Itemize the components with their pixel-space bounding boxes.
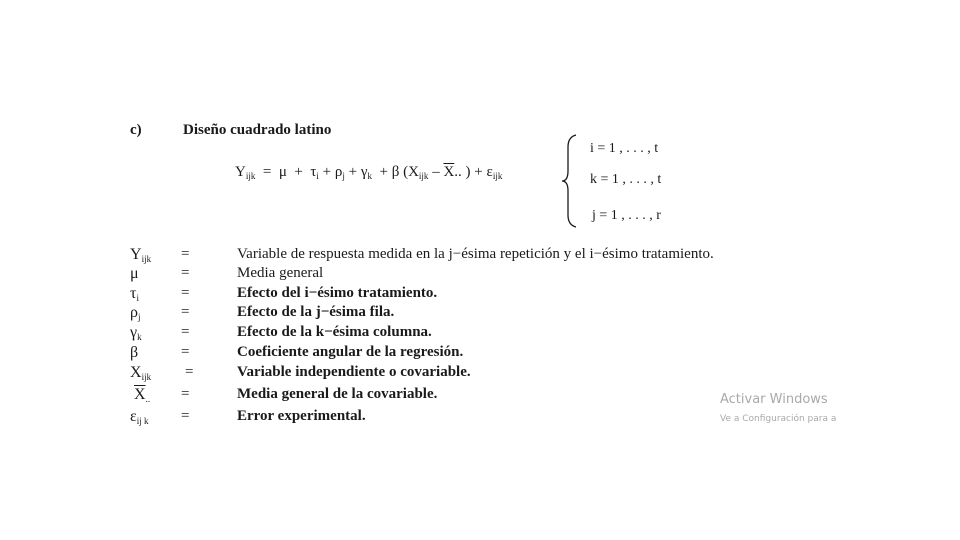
- condition-i: i = 1 , . . . , t: [590, 141, 659, 156]
- eq-plus-3: +: [348, 164, 358, 180]
- definition-symbol: [130, 304, 141, 322]
- definition-symbol-char: μ: [130, 265, 139, 282]
- definition-symbol-char: X: [130, 364, 142, 381]
- definition-symbol-sub: ij k: [136, 416, 149, 426]
- definition-text: Variable de respuesta medida en la j−ésima repetición y el i−ésimo tratamiento.: [237, 246, 714, 262]
- definition-text: Coeficiente angular de la regresión.: [237, 344, 464, 360]
- definition-symbol: [130, 265, 139, 283]
- watermark-title: Activar Windows: [720, 392, 828, 407]
- definition-equals: =: [181, 408, 190, 424]
- definition-symbol-char: Y: [130, 246, 142, 263]
- definition-symbol-sub: ..: [145, 394, 151, 404]
- eq-equals: =: [262, 164, 272, 180]
- eq-minus: –: [432, 164, 440, 180]
- condition-j: j = 1 , . . . , r: [592, 208, 661, 223]
- definition-text: Efecto de la j−ésima fila.: [237, 304, 395, 320]
- definition-symbol-char: β: [130, 344, 139, 361]
- definition-text: Media general de la covariable.: [237, 386, 438, 402]
- definition-symbol-sub: ijk: [141, 372, 152, 382]
- definition-symbol: [130, 408, 148, 426]
- eq-X-sub: ijk: [418, 171, 429, 181]
- definition-text: Efecto de la k−ésima columna.: [237, 324, 432, 340]
- definition-symbol: [130, 364, 151, 382]
- eq-Y: Y: [235, 164, 246, 180]
- eq-plus-2: +: [322, 164, 332, 180]
- watermark-subtitle: Ve a Configuración para a: [720, 414, 837, 424]
- definition-symbol: [130, 344, 138, 362]
- definition-text: Media general: [237, 265, 324, 281]
- eq-mu: μ: [278, 164, 287, 180]
- definition-text: Error experimental.: [237, 408, 366, 424]
- eq-tau: τ: [310, 164, 317, 180]
- definition-symbol-sub: j: [137, 312, 141, 322]
- definition-symbol: [130, 285, 139, 303]
- eq-plus-4: +: [379, 164, 388, 180]
- eq-close: ): [465, 164, 471, 180]
- definition-equals: =: [181, 265, 190, 281]
- definition-symbol-char: ε: [130, 408, 137, 425]
- definition-equals: =: [181, 386, 190, 402]
- section-title: Diseño cuadrado latino: [183, 122, 332, 138]
- eq-plus-1: +: [294, 164, 303, 180]
- eq-beta: β: [391, 164, 400, 180]
- eq-rho: ρ: [334, 164, 343, 180]
- definition-symbol: [134, 386, 150, 404]
- definition-symbol-sub: i: [136, 293, 139, 303]
- eq-Y-sub: ijk: [245, 171, 256, 181]
- definition-equals: =: [181, 344, 190, 360]
- definition-symbol-sub: ijk: [141, 254, 152, 264]
- eq-dots: ..: [454, 164, 462, 180]
- curly-brace: [560, 133, 580, 229]
- definition-symbol-char: $\overline{X}$: [134, 386, 146, 403]
- definition-equals: =: [185, 364, 194, 380]
- definition-symbol-char: γ: [130, 324, 138, 341]
- eq-plus-5: +: [474, 164, 483, 180]
- definition-symbol-sub: k: [137, 332, 142, 342]
- eq-epsilon-sub: ijk: [492, 171, 503, 181]
- definition-symbol: [130, 324, 142, 342]
- definition-equals: =: [181, 324, 190, 340]
- definition-symbol: [130, 246, 151, 264]
- eq-gamma: γ: [360, 164, 368, 180]
- definition-text: Efecto del i−ésimo tratamiento.: [237, 285, 438, 301]
- condition-k: k = 1 , . . . , t: [590, 172, 662, 187]
- eq-rho-sub: j: [342, 171, 345, 181]
- definition-text: Variable independiente o covariable.: [237, 364, 471, 380]
- eq-gamma-sub: k: [367, 171, 372, 181]
- eq-open: (X: [403, 164, 419, 180]
- definition-equals: =: [181, 304, 190, 320]
- eq-tau-sub: i: [316, 171, 319, 181]
- definition-symbol-char: τ: [130, 285, 137, 302]
- model-equation: [235, 164, 502, 181]
- eq-epsilon: ε: [486, 164, 493, 180]
- definition-equals: =: [181, 285, 190, 301]
- definition-equals: =: [181, 246, 190, 262]
- definition-symbol-char: ρ: [130, 304, 138, 321]
- eq-Xbar: $\overline{X}$: [443, 164, 455, 180]
- section-label: c): [130, 122, 142, 138]
